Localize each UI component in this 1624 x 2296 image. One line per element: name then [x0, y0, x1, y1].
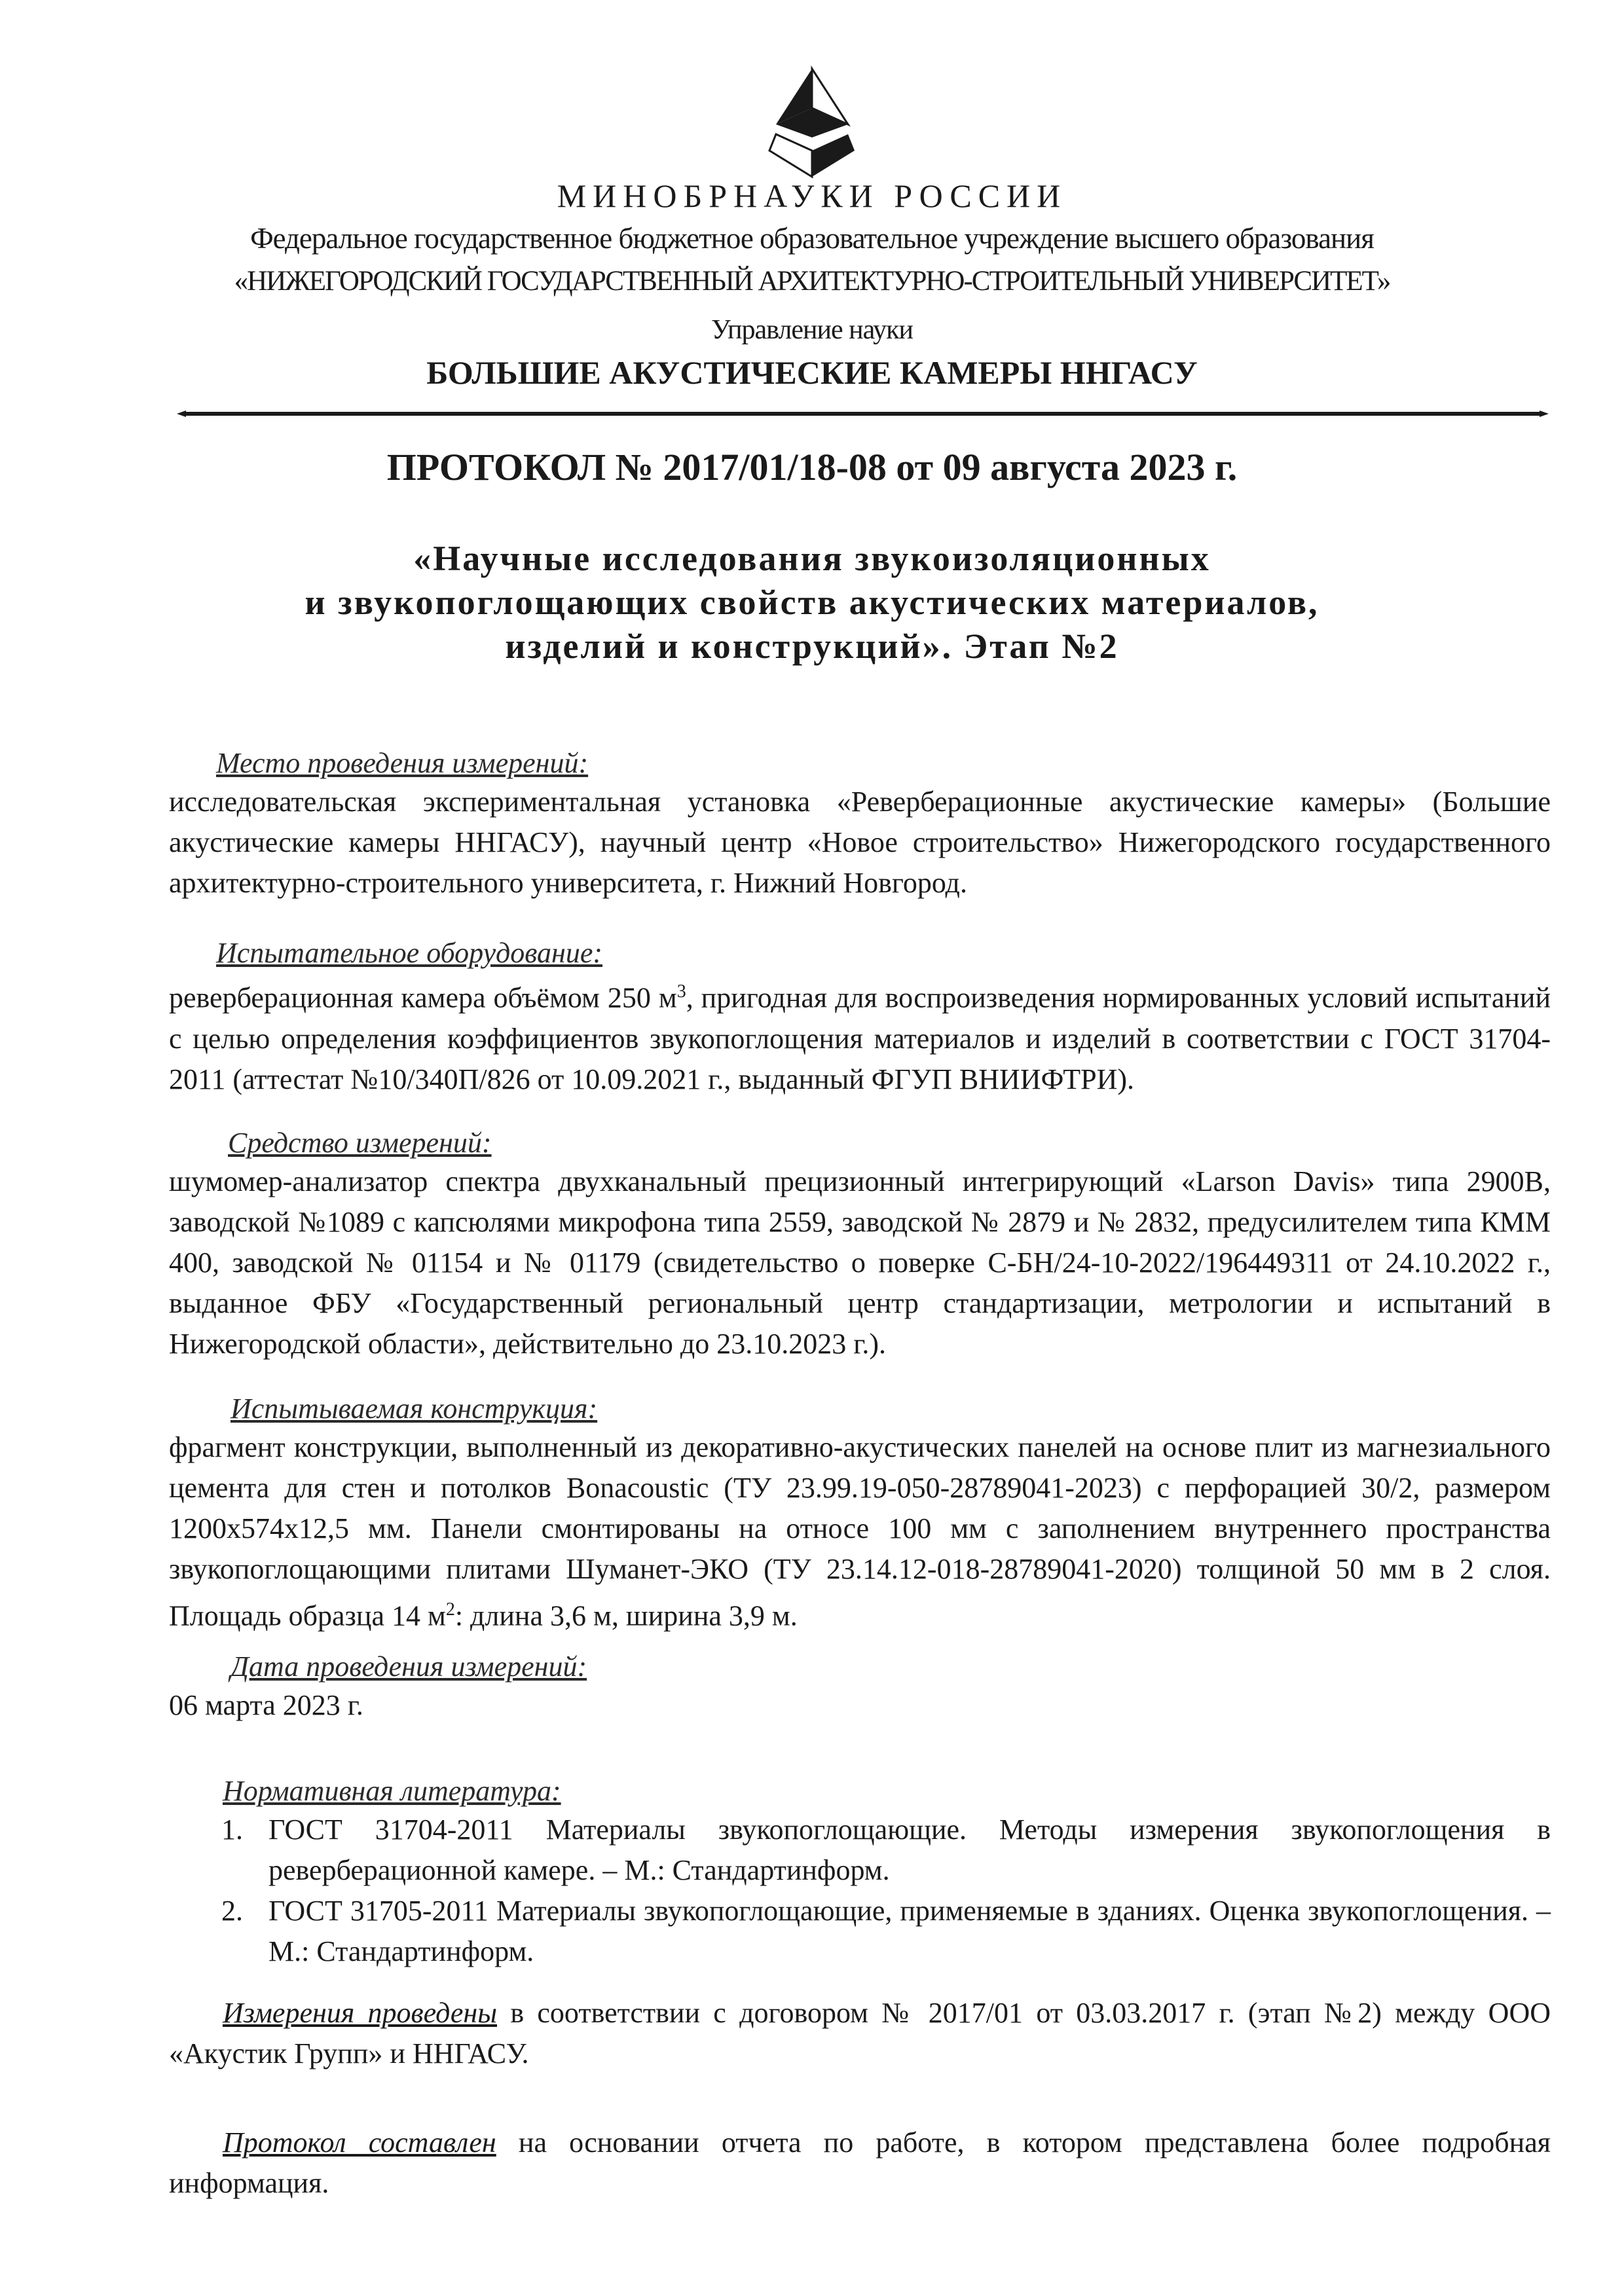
equipment-text-part: реверберационная камера объёмом 250 м	[169, 981, 677, 1014]
report-title	[131, 537, 1493, 668]
location-heading: Место проведения измерений:	[216, 747, 589, 779]
institution-name: «НИЖЕГОРОДСКИЙ ГОСУДАРСТВЕННЫЙ АРХИТЕКТУРНО-СТРОИТЕЛЬНЫЙ УНИВЕРСИТЕТ»	[234, 266, 1390, 297]
date-heading: Дата проведения измерений:	[231, 1650, 587, 1683]
instrument-text: шумомер-анализатор спектра двухканальный прецизионный интегрирующий «Larson Davis» типа 2900В, заводской №1089 с капсюлями микрофона типа 2559, заводской № 2879 и № 2832, предусилителем типа КММ 400, заводской № 01154 и № 01179 (свидетельство о поверке С-БН/24-10-2022/196449311 от 24.10.2022 г., выданное ФБУ «Государственный региональный центр стандартизации, метрологии и испытаний в Нижегородской области», действительно до 23.10.2023 г.).	[169, 1165, 1551, 1360]
department-name: Управление науки	[710, 315, 913, 345]
university-pyramid-logo	[750, 62, 874, 187]
construction-text-part: : длина 3,6 м, ширина 3,9 м.	[454, 1599, 798, 1632]
equipment-text	[169, 972, 1551, 1100]
conducted-heading: Измерения проведены	[223, 1997, 498, 2029]
list-item	[169, 1810, 1551, 1891]
list-item	[169, 1891, 1551, 1972]
list-item-number: 1.	[221, 1813, 243, 1846]
equipment-heading: Испытательное оборудование:	[216, 937, 603, 969]
location-text: исследовательская экспериментальная установка «Реверберационные акустические камеры» (Большие акустические камеры ННГАСУ), научный центр «Новое строительство» Нижегородского государственного архитектурно-строительного университета, г. Нижний Новгород.	[169, 786, 1551, 899]
list-item-number: 2.	[221, 1895, 243, 1927]
institution-type: Федеральное государственное бюджетное образовательное учреждение высшего образования	[250, 222, 1374, 255]
compiled-heading: Протокол составлен	[223, 2126, 496, 2159]
list-item-text: ГОСТ 31704-2011 Материалы звукопоглощающие. Методы измерения звукопоглощения в реверберационной камере. – М.: Стандартинформ.	[268, 1813, 1551, 1886]
equipment-text-part: , пригодная для воспроизведения нормированных условий испытаний с целью определения коэффициентов звукопоглощения материалов и изделий в соответствии с ГОСТ 31704-2011 (аттестат №10/340П/826 от 10.09.2021 г., выданный ФГУП ВНИИФТРИ).	[169, 981, 1551, 1095]
protocol-number: ПРОТОКОЛ № 2017/01/18-08 от 09 августа 2023 г.	[386, 446, 1238, 488]
report-title-line: «Научные исследования звукоизоляционных	[413, 539, 1211, 578]
construction-text	[169, 1427, 1551, 1637]
compiled-body: на основании отчета по работе, в котором представлена более подробная информация.	[169, 2126, 1551, 2199]
list-item-text: ГОСТ 31705-2011 Материалы звукопоглощающие, применяемые в зданиях. Оценка звукопоглощения. – М.: Стандартинформ.	[268, 1895, 1551, 1967]
instrument-heading: Средство измерений:	[228, 1127, 492, 1159]
area-superscript: 2	[445, 1599, 455, 1620]
volume-superscript: 3	[676, 981, 686, 1002]
construction-heading: Испытываемая конструкция:	[231, 1393, 598, 1425]
conducted-body: в соответствии с договором № 2017/01 от 03.03.2017 г. (этап №2) между ООО «Акустик Групп» и ННГАСУ.	[169, 1997, 1551, 2069]
chambers-title: БОЛЬШИЕ АКУСТИЧЕСКИЕ КАМЕРЫ ННГАСУ	[426, 354, 1198, 391]
report-title-line: и звукопоглощающих свойств акустических материалов,	[304, 583, 1320, 622]
report-title-line: изделий и конструкций». Этап №2	[505, 627, 1119, 666]
construction-text-part: фрагмент конструкции, выполненный из декоративно-акустических панелей на основе плит из магнезиального цемента для стен и потолков Bonacoustic (ТУ 23.99.19-050-28789041-2023) с перфорацией 30/2, размером 1200х574х12,5 мм. Панели смонтированы на относе 100 мм с заполнением внутреннего пространства звукопоглощающими плитами Шуманет-ЭКО (ТУ 23.14.12-018-28789041-2020) толщиной 50 мм в 2 слоя. Площадь образца 14 м	[169, 1431, 1551, 1632]
ministry-name: МИНОБРНАУКИ РОССИИ	[557, 177, 1067, 214]
date-text: 06 марта 2023 г.	[169, 1689, 363, 1721]
compiled-text	[169, 2123, 1551, 2204]
literature-heading: Нормативная литература:	[223, 1775, 561, 1807]
header-divider	[177, 409, 1549, 418]
conducted-text	[169, 1993, 1551, 2074]
literature-list	[169, 1810, 1551, 1972]
